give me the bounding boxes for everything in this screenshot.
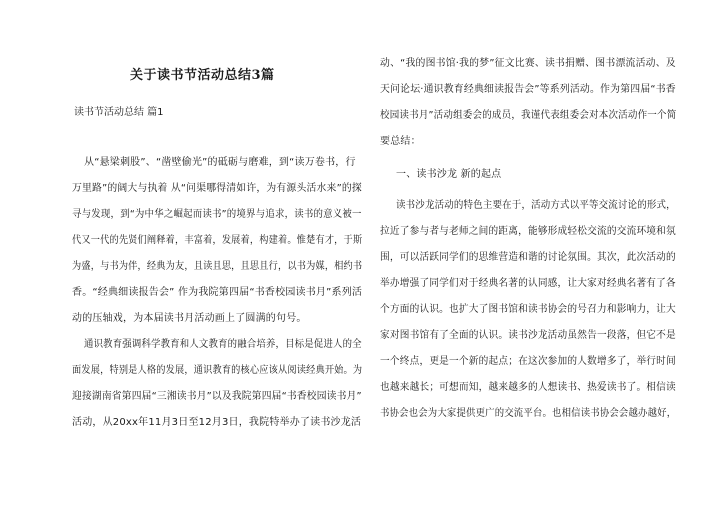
text-line: 通识教育强调科学教育和人文教育的融合培养，目标是促进人的全 [84, 339, 362, 350]
text-line: 动的压轴戏，为本届读书月活动画上了圆满的句号。 [72, 313, 307, 324]
text-line: 迎接湖南省第四届“三湘读书月”以及我院第四届“书香校园读书月” [72, 391, 362, 402]
text-line: 读书沙龙活动的特色主要在于，活动方式以平等交流讨论的形式， [396, 200, 676, 211]
text-line: 一个终点，更是一个新的起点；在这次参加的人数增多了，举行时间 [380, 356, 676, 367]
text-line: 举办增强了同学们对于经典名著的认同感，让大家对经典名著有了各 [380, 278, 676, 289]
text-line: 动、“我的图书馆·我的梦”征文比赛、读书捐赠、图书漂流活动、及 [380, 58, 676, 69]
text-line: 从“悬梁刺股”、“凿壁偷光”的砥砺与磨难，到“读万卷书，行 [84, 157, 356, 168]
text-line: 家对图书馆有了全面的认识。读书沙龙活动虽然告一段落，但它不是 [380, 330, 676, 341]
page-title: 关于读书节活动总结3篇 [130, 68, 275, 83]
text-line: 活动，从20xx年11月3日至12月3日，我院特举办了读书沙龙活 [72, 417, 362, 428]
text-line: 天问论坛·通识教育经典细读报告会”等系列活动。作为第四届“书香 [380, 84, 676, 95]
text-line: 寻与发现，到“为中华之崛起而读书”的境界与追求，读书的意义被一 [72, 209, 362, 220]
section-subtitle: 读书节活动总结 篇1 [74, 107, 164, 118]
text-line: 拉近了参与者与老师之间的距离，能够形成轻松交流的交流环境和氛 [380, 226, 676, 237]
text-line: 围，可以活跃同学们的思维营造和谐的讨论氛围。其次，此次活动的 [380, 252, 676, 263]
text-line: 为盛，与书为伴，经典为友，且读且思，且思且行，以书为媒，相约书 [72, 261, 363, 272]
section-heading: 一、读书沙龙 新的起点 [396, 169, 502, 180]
text-line: 万里路”的阔大与执着 从“问渠哪得清如许，为有源头活水来”的探 [72, 183, 362, 194]
text-line: 香。“经典细读报告会” 作为我院第四届“书香校园读书月”系列活 [72, 287, 363, 298]
text-line: 书协会也会为大家提供更广的交流平台。也相信读书协会会越办越好， [380, 408, 677, 419]
text-line: 代又一代的先贤们阐释着，丰富着，发展着，构建着。惟楚有才，于斯 [72, 235, 363, 246]
text-line: 校园读书月”活动组委会的成员，我谨代表组委会对本次活动作一个简 [380, 110, 677, 121]
text-line: 个方面的认识。也扩大了图书馆和读书协会的号召力和影响力，让大 [380, 304, 676, 315]
text-line: 要总结： [380, 136, 421, 147]
text-line: 也越来越长；可想而知，越来越多的人想读书、热爱读书了。相信读 [380, 382, 676, 393]
text-line: 面发展，特别是人格的发展，通识教育的核心应该从阅读经典开始。为 [72, 365, 363, 376]
